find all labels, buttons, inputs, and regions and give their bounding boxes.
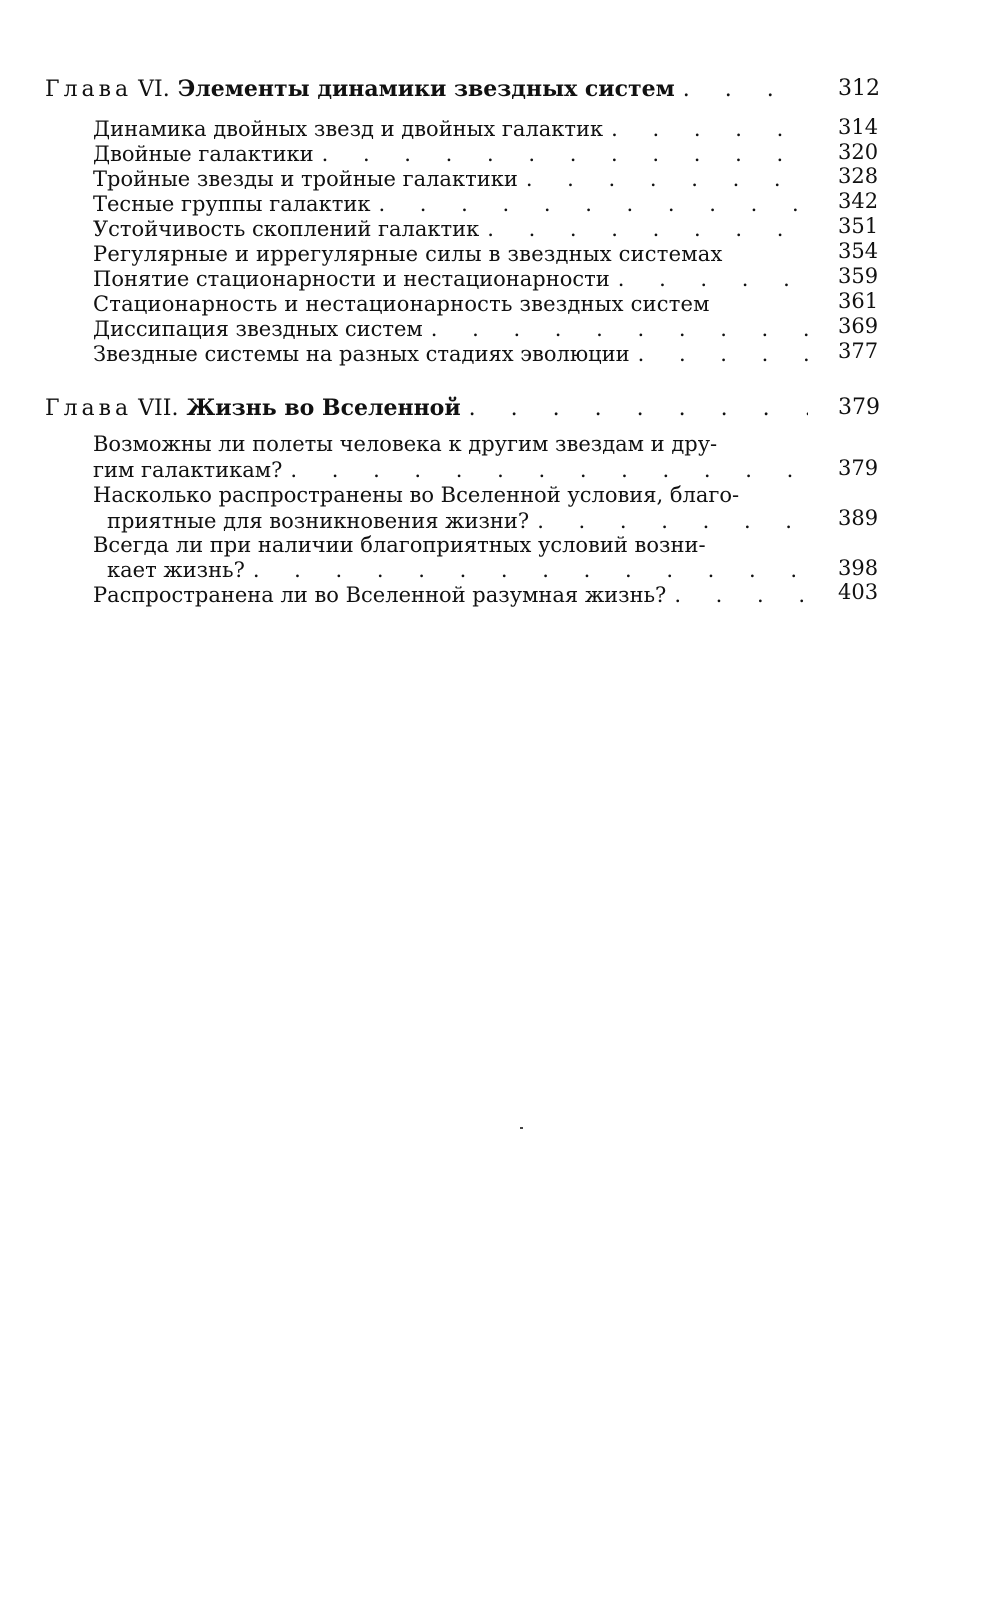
toc-entry-page: 398 (838, 556, 879, 580)
chapter-title: Элементы динамики звездных систем (177, 76, 675, 102)
toc-entry-label: Динамика двойных звезд и двойных галактик (93, 117, 604, 141)
toc-entry-page: 314 (838, 115, 879, 139)
toc-entry-label: Устойчивость скоплений галактик (93, 217, 480, 241)
toc-entry-page: 389 (838, 506, 879, 530)
toc-entry (93, 192, 810, 218)
chapter-number: VI. (138, 77, 170, 102)
chapter-page: 312 (838, 76, 880, 101)
chapter-number: VII. (138, 396, 179, 421)
dot-leader (618, 267, 808, 291)
toc-entry (93, 267, 810, 293)
speck (520, 1127, 523, 1129)
toc-entry-label: приятные для возникновения жизни? (107, 509, 530, 533)
toc-entry-label: Диссипация звездных систем (93, 317, 423, 341)
dot-leader (487, 217, 808, 241)
dot-leader (290, 458, 808, 482)
dot-leader (683, 77, 808, 102)
dot-leader (469, 396, 808, 421)
toc-entry-label: Двойные галактики (93, 142, 314, 166)
toc-entry (93, 342, 810, 368)
toc-entry (93, 317, 810, 343)
chapter-prefix: Глава (45, 396, 133, 421)
toc-entry-label: Регулярные и иррегулярные силы в звездных системах (93, 242, 723, 266)
chapter-heading (45, 76, 810, 106)
toc-entry-line1: Всегда ли при наличии благоприятных условий возни- (93, 533, 706, 557)
toc-entry-line1: Насколько распространены во Вселенной условия, благо- (93, 483, 740, 507)
toc-entry-page: 328 (838, 164, 879, 188)
toc-entry (107, 509, 810, 535)
toc-entry (93, 142, 810, 168)
toc-entry-page: 377 (838, 339, 879, 363)
toc-entry-label: Понятие стационарности и нестационарности (93, 267, 610, 291)
toc-entry (93, 292, 810, 318)
dot-leader (253, 558, 808, 582)
toc-entry-page: 359 (838, 264, 879, 288)
toc-entry (93, 242, 810, 268)
toc-entry-label: Тесные группы галактик (93, 192, 371, 216)
toc-entry-page: 320 (838, 140, 879, 164)
toc-entry-page: 403 (838, 580, 879, 604)
toc-entry-label: Распространена ли во Вселенной разумная жизнь? (93, 583, 667, 607)
toc-entry-page: 361 (838, 289, 879, 313)
dot-leader (322, 142, 808, 166)
toc-entry-page: 379 (838, 456, 879, 480)
dot-leader (537, 509, 808, 533)
toc-entry (93, 583, 810, 609)
toc-entry (93, 117, 810, 143)
toc-entry-page: 369 (838, 314, 879, 338)
toc-entry-label: Звездные системы на разных стадиях эволюции (93, 342, 630, 366)
toc-entry (93, 458, 810, 484)
dot-leader (638, 342, 808, 366)
chapter-heading (45, 395, 810, 425)
toc-entry-page: 342 (838, 189, 879, 213)
toc-entry (93, 167, 810, 193)
toc-entry (93, 217, 810, 243)
dot-leader (611, 117, 808, 141)
chapter-page: 379 (838, 395, 880, 420)
dot-leader (526, 167, 808, 191)
chapter-prefix: Глава (45, 77, 133, 102)
toc-entry-label: Стационарность и нестационарность звездных систем (93, 292, 710, 316)
dot-leader (431, 317, 808, 341)
chapter-title: Жизнь во Вселенной (186, 395, 461, 421)
toc-entry-label: Тройные звезды и тройные галактики (93, 167, 518, 191)
dot-leader (674, 583, 808, 607)
dot-leader (378, 192, 808, 216)
toc-entry-label: гим галактикам? (93, 458, 283, 482)
toc-entry-line1: Возможны ли полеты человека к другим звездам и дру- (93, 432, 718, 456)
toc-entry-label: кает жизнь? (107, 558, 245, 582)
toc-entry-page: 354 (838, 239, 879, 263)
toc-entry (107, 558, 810, 584)
toc-entry-page: 351 (838, 214, 879, 238)
